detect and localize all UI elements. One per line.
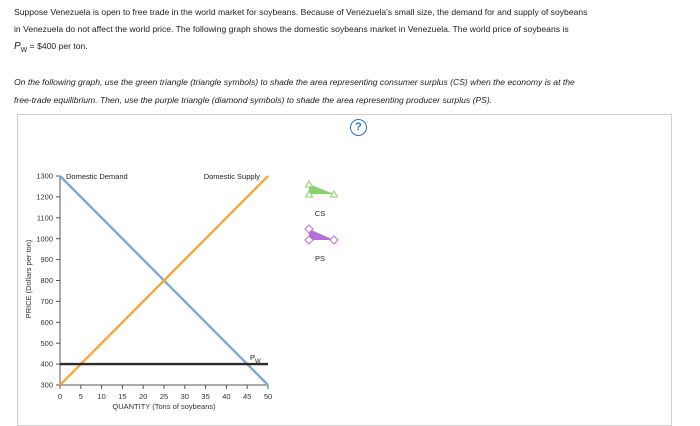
x-tick-label: 25 [159,392,169,401]
x-tick-label: 5 [78,392,83,401]
instructions [14,73,694,109]
y-tick-label: 400 [40,359,53,369]
y-tick-label: 600 [40,317,53,327]
x-tick-label: 45 [243,392,252,401]
y-ticks [36,172,60,390]
x-axis-label: QUANTITY (Tons of soybeans) [112,402,216,411]
x-tick-label: 0 [57,392,63,401]
x-tick-label: 40 [222,392,231,401]
ps-diamond-marker-3 [330,236,338,244]
y-axis-label: PRICE (Dollars per ton) [24,239,33,319]
cs-triangle-shape [309,184,334,194]
x-tick-label: 35 [201,392,210,401]
world-price-symbol: P [14,41,21,52]
x-tick-label: 30 [180,392,189,401]
intro-line-2: in Venezuela do not affect the world price. The following graph shows the domestic soybeans market in Venezuela. The world price of soybeans is [14,24,569,34]
cs-triangle-marker-1 [306,181,313,187]
intro-line-1: Suppose Venezuela is open to free trade in the world market for soybeans. Because of Venezuela's small size, the demand for and supply of soybeans [14,7,588,17]
cs-triangle-tool[interactable] [306,181,338,218]
ps-tool-label: PS [314,254,326,263]
ps-triangle-shape [309,229,334,240]
y-tick-label: 800 [40,276,53,286]
graph-panel [17,114,672,426]
x-ticks [58,385,272,401]
intro-line-3 [14,38,694,59]
world-price-text: = $400 per ton. [27,41,88,51]
problem-intro [14,4,694,59]
demand-curve-label: Domestic Demand [66,172,128,181]
y-tick-label: 900 [40,255,53,265]
world-price-subscript: W [20,47,28,54]
world-price-label-p: P [250,353,256,362]
help-icon[interactable]: ? [350,119,367,136]
y-tick-label: 500 [40,338,53,348]
y-tick-label: 1100 [36,213,53,223]
world-price-label-sub: W [255,359,261,365]
cs-tool-label: CS [314,209,326,218]
instruction-line-2: free-trade equilibrium. Then, use the purple triangle (diamond symbols) to shade the area representing producer surplus (PS). [14,95,493,105]
x-tick-label: 10 [97,392,106,401]
x-tick-label: 50 [263,392,273,401]
x-tick-label: 20 [139,392,148,401]
ps-triangle-tool[interactable] [305,225,338,263]
y-tick-label: 1200 [36,192,53,202]
y-tick-label: 700 [40,297,53,306]
graph-svg [18,115,671,425]
x-tick-label: 15 [118,392,127,401]
y-tick-label: 1000 [36,234,53,244]
y-tick-label: 1300 [36,171,53,181]
y-tick-label: 300 [40,380,53,390]
supply-curve-label: Domestic Supply [203,172,260,181]
instruction-line-1: On the following graph, use the green triangle (triangle symbols) to shade the area representing consumer surplus (CS) when the economy is at the [14,77,575,87]
